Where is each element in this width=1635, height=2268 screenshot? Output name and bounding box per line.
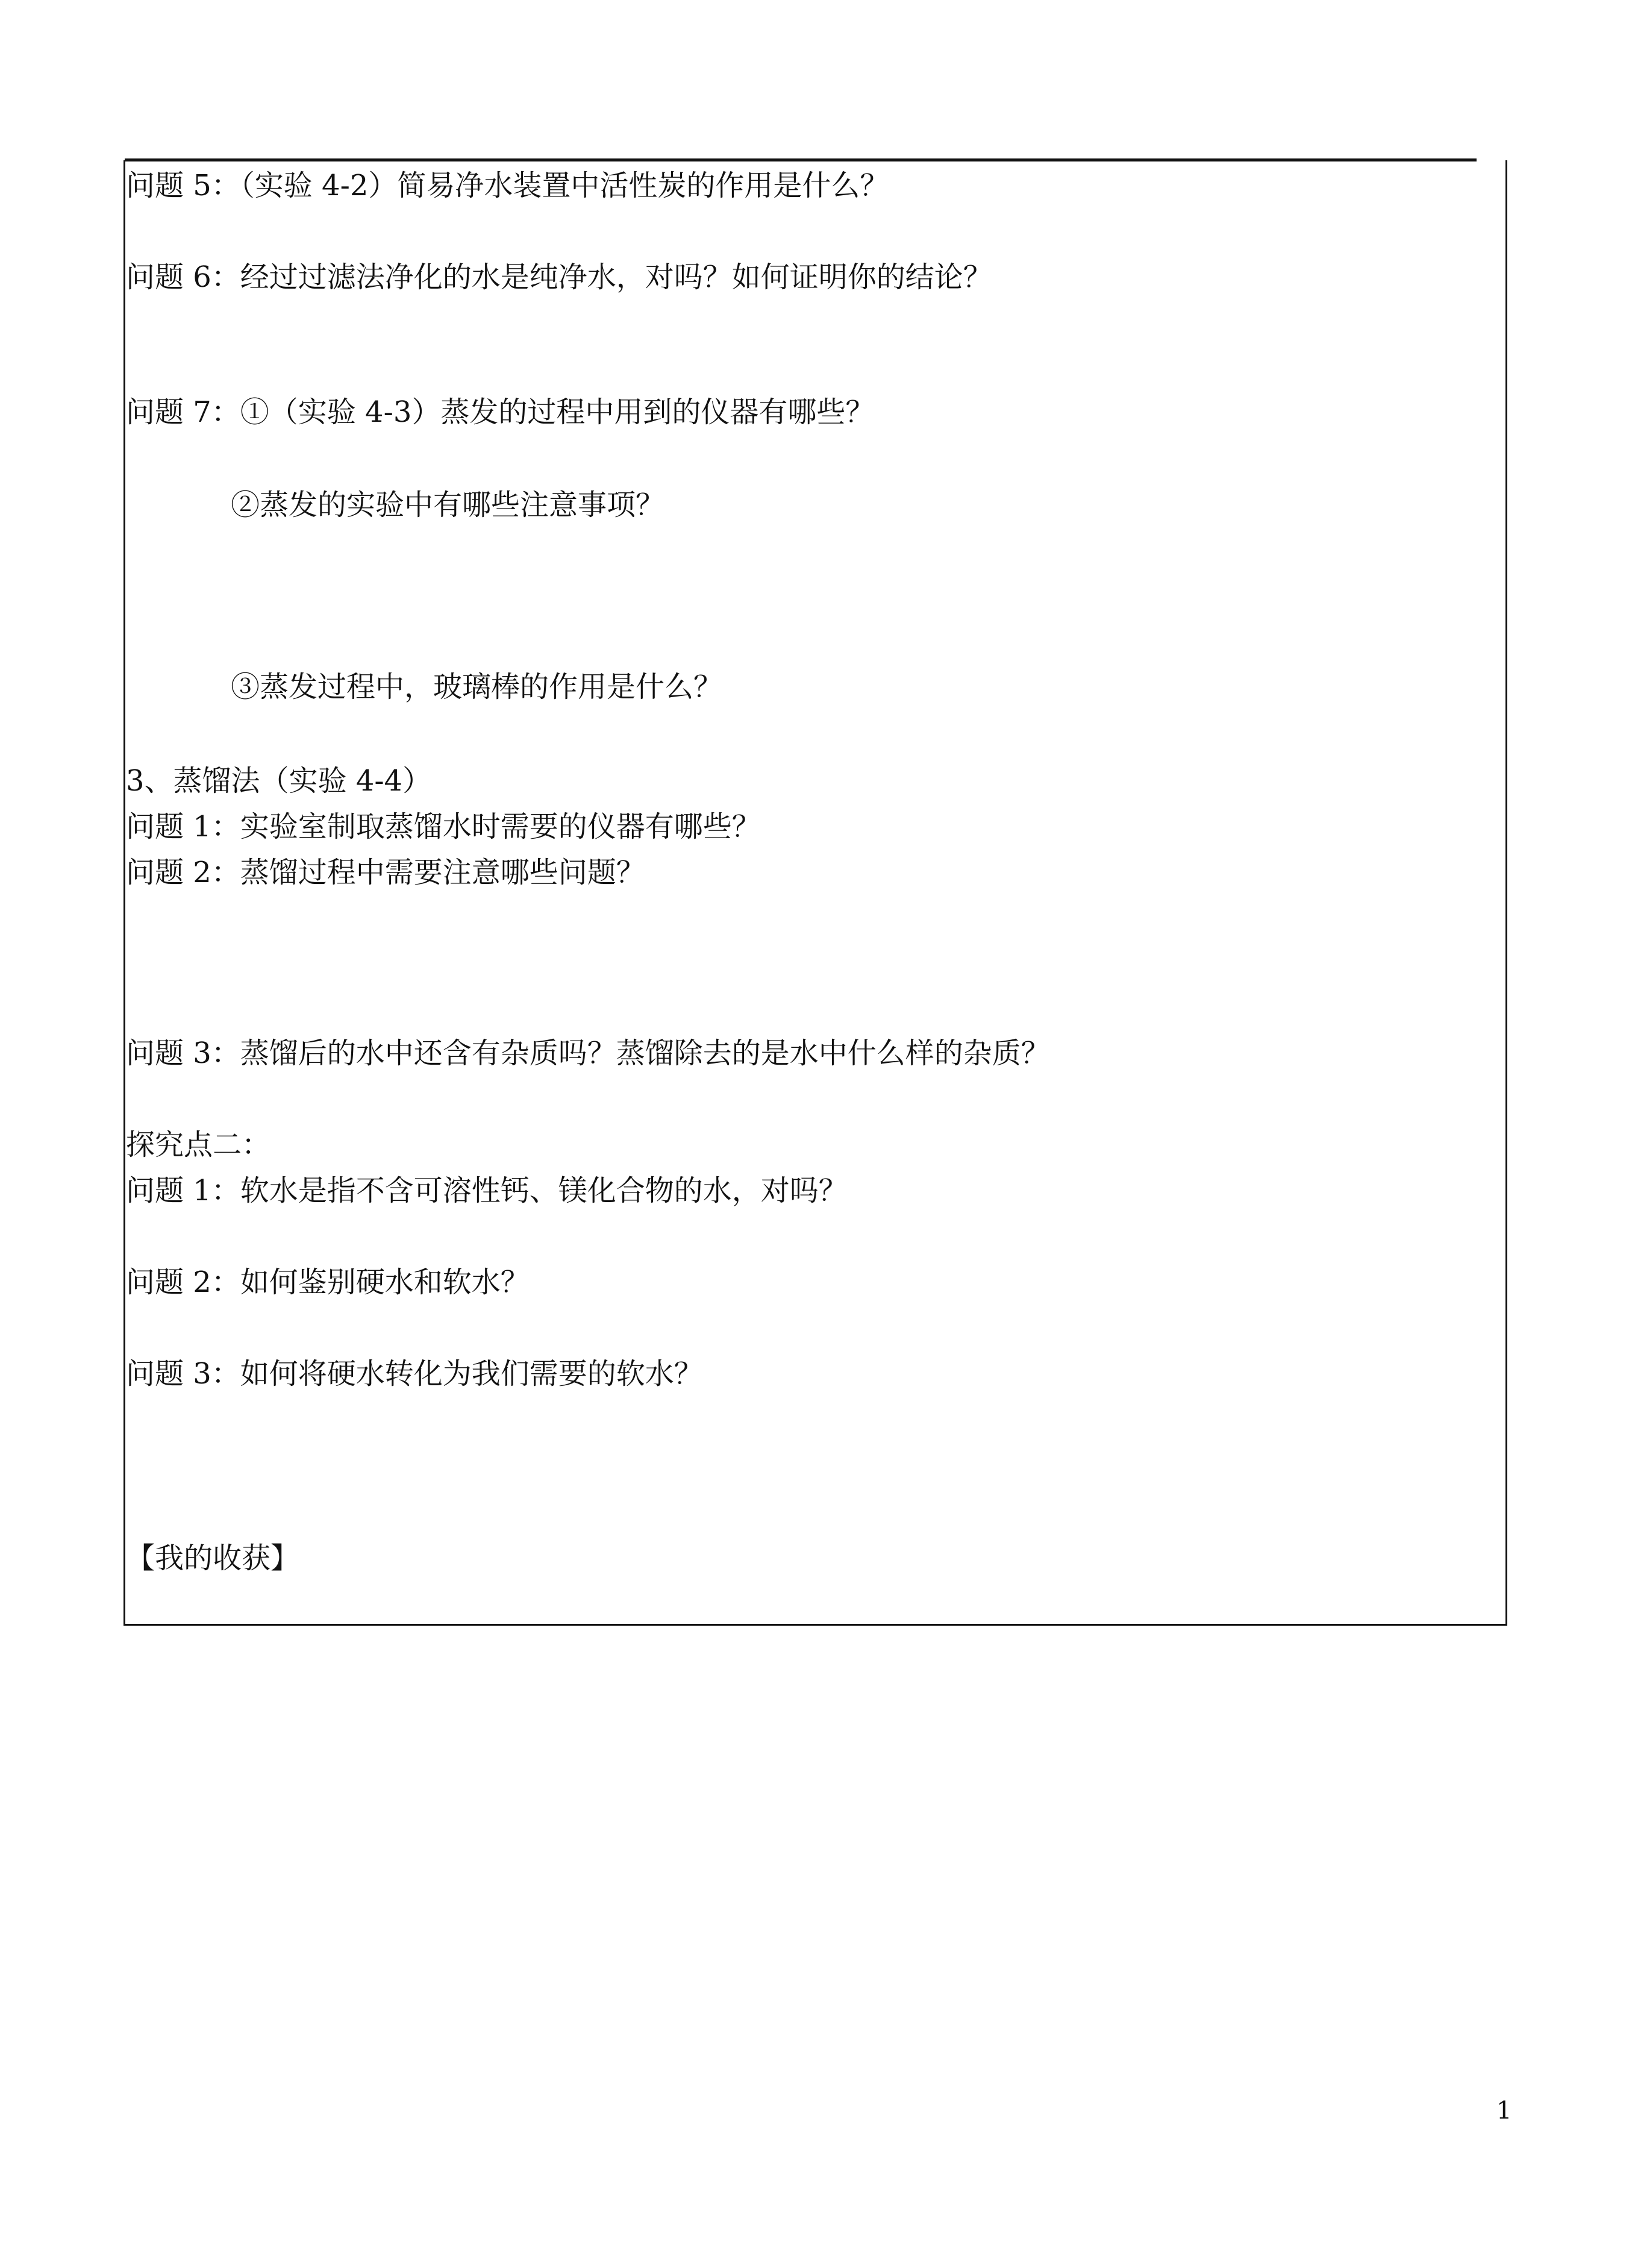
question-6: 问题 6：经过过滤法净化的水是纯净水，对吗？如何证明你的结论？ (126, 260, 992, 294)
distillation-question-3: 问题 3：蒸馏后的水中还含有杂质吗？蒸馏除去的是水中什么样的杂质？ (126, 1036, 1050, 1070)
distillation-question-2: 问题 2：蒸馏过程中需要注意哪些问题？ (126, 856, 645, 889)
my-harvest-heading: 【我的收获】 (126, 1541, 300, 1575)
question-7-part-1: 问题 7：①（实验 4-3）蒸发的过程中用到的仪器有哪些？ (126, 395, 875, 429)
hard-water-question-3: 问题 3：如何将硬水转化为我们需要的软水？ (126, 1357, 703, 1391)
hard-water-question-2: 问题 2：如何鉴别硬水和软水？ (126, 1265, 530, 1299)
distillation-heading: 3、蒸馏法（实验 4-4） (126, 764, 432, 798)
question-7-part-2: ②蒸发的实验中有哪些注意事项？ (231, 488, 665, 522)
distillation-question-1: 问题 1：实验室制取蒸馏水时需要的仪器有哪些？ (126, 810, 761, 844)
hard-water-question-1: 问题 1：软水是指不含可溶性钙、镁化合物的水，对吗？ (126, 1174, 848, 1208)
page-number: 1 (1496, 2097, 1512, 2125)
worksheet-frame (123, 160, 1507, 1626)
question-5: 问题 5：（实验 4-2）简易净水装置中活性炭的作用是什么？ (126, 169, 889, 202)
exploration-point-2-heading: 探究点二： (126, 1128, 271, 1162)
question-7-part-3: ③蒸发过程中，玻璃棒的作用是什么？ (231, 670, 723, 704)
